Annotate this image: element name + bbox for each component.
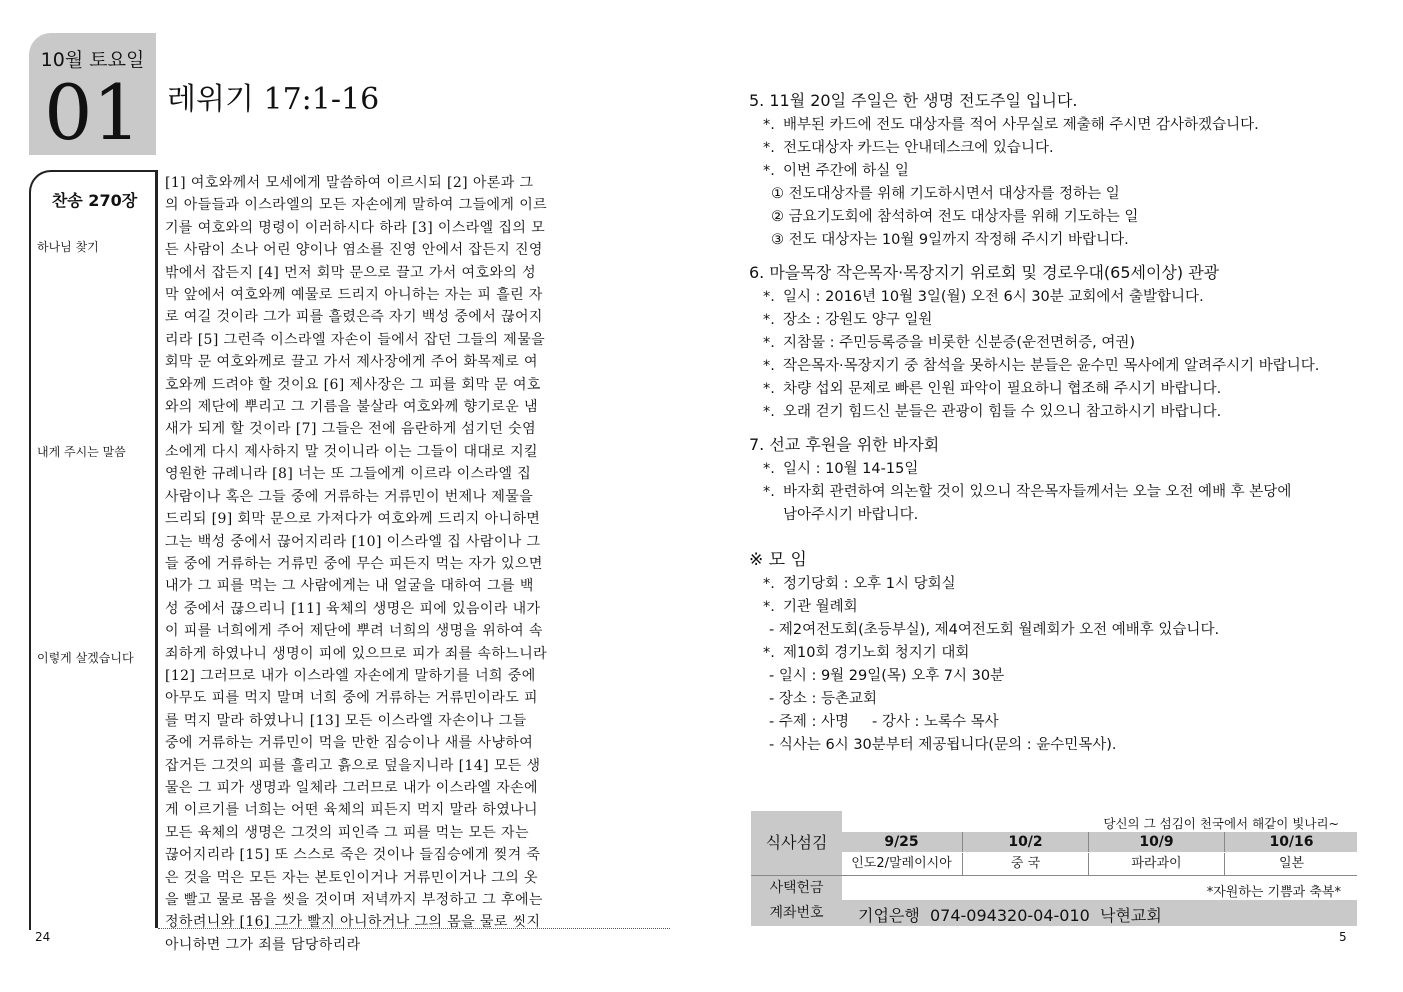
- gift-note: *자원하는 기쁨과 축복*: [1206, 885, 1341, 900]
- offering-table: [751, 811, 1357, 926]
- country-cell: 중 국: [962, 853, 1088, 875]
- date-cell: 10/9: [1088, 832, 1224, 852]
- notice-6-heading: 6. 마을목장 작은목자·목장지기 위로회 및 경로우대(65세이상) 관광: [749, 263, 1220, 282]
- passage-title: 레위기 17:1-16: [167, 82, 380, 117]
- scripture-text: [165, 172, 579, 956]
- scripture-line: 의 아들들과 이스라엘의 모든 자손에게 말하여 그들에게 이르: [165, 197, 548, 214]
- notice-item: *. 제10회 경기노회 청지기 대회: [763, 645, 970, 661]
- notice-item: *. 이번 주간에 하실 일: [763, 163, 909, 179]
- scripture-line: 을 빨고 물로 몸을 씻을 것이며 저녁까지 부정하고 그 후에는: [165, 892, 543, 908]
- notice-subitem: ② 금요기도회에 참석하여 전도 대상자를 위해 기도하는 일: [771, 209, 1139, 225]
- notice-item: *. 전도대상자 카드는 안내데스크에 있습니다.: [763, 140, 1054, 156]
- scripture-line: 죄하게 하였나니 생명이 피에 있으므로 피가 죄를 속하느니라: [165, 645, 548, 662]
- sidebar-label-word: 내게 주시는 말씀: [37, 445, 126, 459]
- scripture-line: 밖에서 잡든지 [4] 먼저 회막 문으로 끌고 가서 여호와의 성: [165, 264, 537, 281]
- date-row: [842, 832, 1357, 852]
- scripture-line: [12] 그러므로 내가 이스라엘 자손에게 말하기를 너희 중에: [165, 667, 536, 684]
- scripture-line: 게 이르기를 너희는 어떤 육체의 피든지 먹지 말라 하였나니: [165, 802, 538, 819]
- sidebar-label-live: 이렇게 살겠습니다: [37, 651, 134, 665]
- scripture-line: 드리되 [9] 회막 문으로 가져다가 여호와께 드리지 아니하면: [165, 511, 541, 528]
- scripture-line: 사람이나 혹은 그들 중에 거류하는 거류민이 번제나 제물을: [165, 488, 534, 505]
- scripture-line: 리라 [5] 그런즉 이스라엘 자손이 들에서 잡던 그들의 제물을: [165, 331, 546, 348]
- scripture-line: 잡거든 그것의 피를 흘리고 흙으로 덮을지니라 [14] 모든 생: [165, 757, 541, 774]
- scripture-line: [1] 여호와께서 모세에게 말씀하여 이르시되 [2] 아론과 그: [165, 175, 534, 191]
- scripture-line: 성 중에서 끊으리니 [11] 육체의 생명은 피에 있음이라 내가: [165, 600, 541, 617]
- scripture-line: 내가 그 피를 먹는 그 사람에게는 내 얼굴을 대하여 그를 백: [165, 578, 534, 595]
- date-cell: 9/25: [884, 834, 919, 850]
- notice-item: *. 장소 : 강원도 양구 일원: [763, 312, 933, 328]
- notice-detail: - 식사는 6시 30분부터 제공됩니다(문의 : 윤수민목사).: [769, 737, 1117, 753]
- scripture-line: 기를 여호와의 명령이 이러하시다 하라 [3] 이스라엘 집의 모: [165, 219, 546, 236]
- notice-item: *. 오래 걷기 힘드신 분들은 관광이 힘들 수 있으니 참고하시기 바랍니다.: [763, 404, 1222, 420]
- offering-slogan: 당신의 그 섬김이 천국에서 해같이 빛나리~: [1103, 816, 1339, 831]
- scripture-line: 이 피를 너희에게 주어 제단에 뿌려 너희의 생명을 위하여 속: [165, 623, 543, 640]
- country-row: [842, 853, 1357, 875]
- notice-item: *. 기관 월례회: [763, 599, 858, 615]
- sidebar-label-seek: 하나님 찾기: [37, 240, 99, 254]
- meeting-heading: ※ 모 임: [749, 550, 807, 570]
- account-label: 계좌번호: [751, 900, 842, 926]
- account-number: 기업은행 074-094320-04-010 낙현교회: [858, 906, 1162, 925]
- page-number-left: 24: [35, 930, 51, 944]
- scripture-line: 끊어지리라 [15] 또 스스로 죽은 것이나 들짐승에게 찢겨 죽: [165, 847, 541, 864]
- scripture-line: 와의 제단에 뿌리고 그 기름을 불살라 여호와께 향기로운 냄: [165, 399, 538, 416]
- date-cell: 10/16: [1224, 832, 1358, 852]
- notice-detail: - 제2여전도회(초등부실), 제4여전도회 월례회가 오전 예배후 있습니다.: [769, 622, 1220, 638]
- notice-detail: - 일시 : 9월 29일(목) 오후 7시 30분: [769, 668, 1005, 684]
- country-cell: 파라과이: [1088, 853, 1224, 875]
- notice-detail: - 주제 : 사명 - 강사 : 노록수 목사: [769, 714, 999, 730]
- devotion-sidebar: [29, 170, 158, 930]
- scripture-line: 새가 되게 할 것이라 [7] 그들은 전에 음란하게 섬기던 숫염: [165, 421, 537, 438]
- meal-service-label: 식사섬김: [751, 811, 842, 875]
- scripture-line: 호와께 드려야 할 것이요 [6] 제사장은 그 피를 회막 문 여호: [165, 376, 541, 393]
- notice-item: *. 정기당회 : 오후 1시 당회실: [763, 576, 956, 592]
- scripture-line: 물은 그 피가 생명과 일체라 그러므로 내가 이스라엘 자손에: [165, 779, 538, 796]
- bottom-divider: [158, 928, 670, 929]
- scripture-line: 들 중에 거류하는 거류민 중에 무슨 피든지 먹는 자가 있으면: [165, 555, 543, 572]
- country-cell: 일본: [1224, 853, 1358, 875]
- date-month: 10월 토요일: [40, 49, 145, 71]
- scripture-line: 은 것을 먹은 모든 자는 본토인이거나 거류민이거나 그의 옷: [165, 869, 538, 886]
- scripture-line: 중에 거류하는 거류민이 먹을 만한 짐승이나 새를 사냥하여: [165, 735, 534, 752]
- notice-item-continued: 남아주시기 바랍니다.: [783, 507, 919, 523]
- notice-item: *. 일시 : 10월 14-15일: [763, 461, 919, 477]
- notice-7-heading: 7. 선교 후원을 위한 바자회: [749, 435, 940, 454]
- date-cell: 10/2: [962, 832, 1088, 852]
- notice-item: *. 지참물 : 주민등록증을 비롯한 신분증(운전면허증, 여권): [763, 335, 1136, 351]
- notice-item: *. 일시 : 2016년 10월 3일(월) 오전 6시 30분 교회에서 출발합니다.: [763, 289, 1204, 305]
- scripture-line: 로 여길 것이라 그가 피를 흘렸은즉 자기 백성 중에서 끊어지: [165, 309, 543, 326]
- scripture-line: 영원한 규례니라 [8] 너는 또 그들에게 이르라 이스라엘 집: [165, 466, 532, 483]
- hymn-number: 찬송 270장: [51, 191, 138, 210]
- notices: [749, 88, 1359, 757]
- scripture-line: 아니하면 그가 죄를 담당하리라: [165, 936, 361, 953]
- notice-item: *. 작은목자·목장지기 중 참석을 못하시는 분들은 윤수민 목사에게 알려주시기 바랍니다.: [763, 358, 1320, 374]
- sidebar-divider: [155, 170, 158, 928]
- scripture-line: 막 앞에서 여호와께 예물로 드리지 아니하는 자는 피 흘린 자: [165, 287, 543, 304]
- scripture-line: 모든 육체의 생명은 그것의 피인즉 그 피를 먹는 모든 자는: [165, 824, 529, 841]
- notice-item: *. 바자회 관련하여 의논할 것이 있으니 작은목자들께서는 오늘 오전 예배 후 본당에: [763, 484, 1292, 500]
- scripture-line: 아무도 피를 먹지 말며 너희 중에 거류하는 거류민이라도 피: [165, 690, 538, 707]
- date-box: [29, 33, 156, 155]
- scripture-line: 정하려니와 [16] 그가 빨지 아니하거나 그의 몸을 물로 씻지: [165, 914, 541, 931]
- scripture-line: 그는 백성 중에서 끊어지리라 [10] 이스라엘 집 사람이나 그: [165, 533, 541, 550]
- date-day: 01: [44, 68, 141, 157]
- notice-detail: - 장소 : 등촌교회: [769, 691, 877, 707]
- country-cell: 인도2/말레이시아: [851, 856, 952, 871]
- scripture-line: 를 먹지 말라 하였나니 [13] 모든 이스라엘 자손이나 그들: [165, 712, 527, 729]
- notice-subitem: ① 전도대상자를 위해 기도하시면서 대상자를 정하는 일: [771, 186, 1120, 202]
- scripture-line: 회막 문 여호와께로 끌고 가서 제사장에게 주어 화목제로 여: [165, 354, 538, 371]
- gift-label: 사택헌금: [751, 875, 842, 901]
- page-number-right: 5: [1339, 930, 1347, 944]
- notice-item: *. 차량 섭외 문제로 빠른 인원 파악이 필요하니 협조해 주시기 바랍니다.: [763, 381, 1222, 397]
- scripture-line: 든 사람이 소나 어린 양이나 염소를 진영 안에서 잡든지 진영: [165, 242, 543, 259]
- notice-subitem: ③ 전도 대상자는 10월 9일까지 작정해 주시기 바랍니다.: [771, 232, 1129, 248]
- scripture-line: 소에게 다시 제사하지 말 것이니라 이는 그들이 대대로 지킬: [165, 443, 538, 460]
- notice-5-heading: 5. 11월 20일 주일은 한 생명 전도주일 입니다.: [749, 91, 1078, 110]
- notice-item: *. 배부된 카드에 전도 대상자를 적어 사무실로 제출해 주시면 감사하겠습니다.: [763, 117, 1259, 133]
